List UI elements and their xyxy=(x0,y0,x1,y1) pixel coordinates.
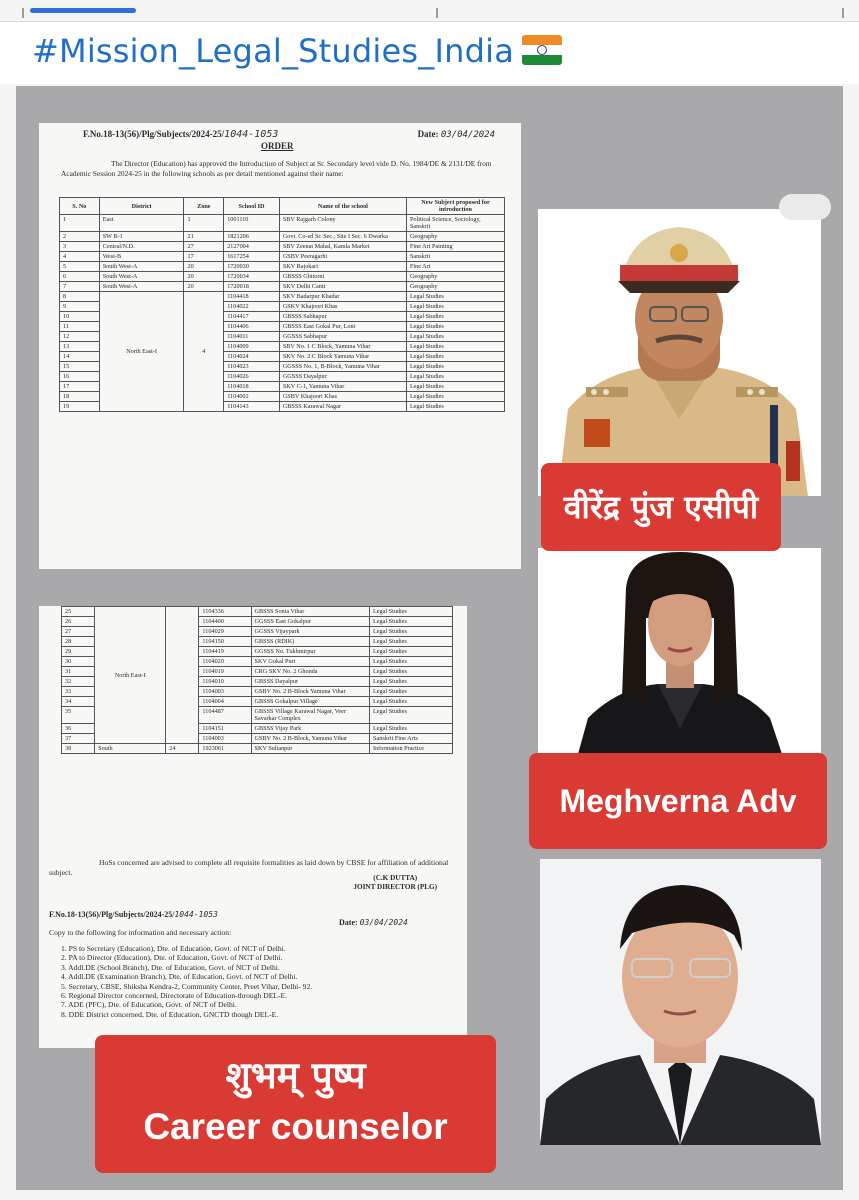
table-row xyxy=(60,282,505,292)
table-cell: 20 xyxy=(184,272,224,282)
hashtag-text[interactable]: #Mission_Legal_Studies_India xyxy=(32,32,515,70)
table-cell: West-B xyxy=(99,252,184,262)
table-cell: 1104018 xyxy=(224,382,280,392)
order-date: Date: 03/04/2024 xyxy=(417,129,495,140)
counselor-role: Career counselor xyxy=(143,1106,448,1147)
table-cell: 1104019 xyxy=(199,667,251,677)
table-cell: 12 xyxy=(60,332,100,342)
table-cell xyxy=(166,607,199,744)
table-cell: SKV Rajokari xyxy=(279,262,406,272)
table-cell: 1720034 xyxy=(224,272,280,282)
table-row xyxy=(62,607,453,617)
schools-table-continued xyxy=(61,606,453,754)
table-cell: 1 xyxy=(60,215,100,232)
table-cell: SKV Gokal Puri xyxy=(251,657,369,667)
table-cell: 33 xyxy=(62,687,95,697)
tab-divider xyxy=(22,8,24,18)
table-cell: GBSSS Sabhapur xyxy=(279,312,406,322)
table-cell: 1104023 xyxy=(224,362,280,372)
copy-to-heading: Copy to the following for information and necessary action: xyxy=(49,928,232,937)
table-cell: 8 xyxy=(60,292,100,302)
table-cell: Legal Studies xyxy=(370,667,453,677)
table-cell: Sanskrit Fine Arts xyxy=(370,734,453,744)
table-cell: SBV No. 1 C Block, Yamuna Vihar xyxy=(279,342,406,352)
table-cell: 1104011 xyxy=(224,332,280,342)
table-cell: South West-A xyxy=(99,282,184,292)
list-item: 5. Secretary, CBSE, Shiksha Kendra-2, Community Center, Preet Vihar, Delhi- 92. xyxy=(61,981,313,991)
table-cell: North East-I xyxy=(95,607,166,744)
hos-note: HoSs concerned are advised to complete all requisite formalities as laid down by CBSE for affiliation of additional subject. xyxy=(49,858,449,877)
table-cell: 34 xyxy=(62,697,95,707)
table-row xyxy=(60,242,505,252)
tab-divider xyxy=(436,8,438,18)
table-row xyxy=(60,262,505,272)
table-cell: 10 xyxy=(60,312,100,322)
signatory-title: JOINT DIRECTOR (PLG) xyxy=(353,883,437,891)
table-cell: 1104029 xyxy=(199,627,251,637)
table-cell: 16 xyxy=(60,372,100,382)
column-header: S. No xyxy=(60,198,100,215)
table-cell: Legal Studies xyxy=(406,382,504,392)
table-cell: SKV C-1, Yamuna Vihar xyxy=(279,382,406,392)
table-header-row xyxy=(60,198,505,215)
table-cell: 31 xyxy=(62,667,95,677)
table-cell: 1104024 xyxy=(224,352,280,362)
table-cell: 1104009 xyxy=(224,342,280,352)
order-document-page-1 xyxy=(39,123,521,569)
table-cell: Govt. Co-ed Sr. Sec., Site I Sec. 6 Dwarka xyxy=(279,232,406,242)
table-cell: 20 xyxy=(184,282,224,292)
table-cell: GGSSS East Gokalpur xyxy=(251,617,369,627)
table-cell: Legal Studies xyxy=(370,627,453,637)
schools-table xyxy=(59,197,505,412)
table-cell: 1104419 xyxy=(199,647,251,657)
table-cell: 3 xyxy=(60,242,100,252)
table-cell: GBSSS Ghitorni xyxy=(279,272,406,282)
table-cell: GBSSS (RDIK) xyxy=(251,637,369,647)
table-cell: 35 xyxy=(62,707,95,724)
counselor-name: शुभम् पुष्प xyxy=(225,1054,366,1097)
table-cell: 4 xyxy=(60,252,100,262)
table-cell: 4 xyxy=(184,292,224,412)
table-cell: 2127004 xyxy=(224,242,280,252)
table-cell: 28 xyxy=(62,637,95,647)
table-cell: 1821206 xyxy=(224,232,280,242)
table-cell: SKV No. 2 C Block Yamuna Vihar xyxy=(279,352,406,362)
table-cell: SBV Zeenat Mahal, Kamla Market xyxy=(279,242,406,252)
table-cell: GGSSS No. Tukhmirpur xyxy=(251,647,369,657)
table-cell: 1104026 xyxy=(224,372,280,382)
table-cell: 1104151 xyxy=(199,724,251,734)
table-cell: SBV Rajgarh Colony xyxy=(279,215,406,232)
copy-file-number: F.No.18-13(56)/Plg/Subjects/2024-25/1044-1053 xyxy=(49,910,218,919)
table-cell: GGSSS Vijaypark xyxy=(251,627,369,637)
table-cell: Fine Art xyxy=(406,262,504,272)
table-cell: 1104406 xyxy=(224,322,280,332)
table-cell: GBSSS Vijay Park xyxy=(251,724,369,734)
table-cell: GBSSS Dayalpur xyxy=(251,677,369,687)
table-row xyxy=(60,252,505,262)
table-cell: 1104143 xyxy=(224,402,280,412)
table-cell: 1104336 xyxy=(199,607,251,617)
counselor-caption xyxy=(95,1035,496,1173)
table-cell: South West-A xyxy=(99,262,184,272)
table-cell: 32 xyxy=(62,677,95,687)
table-cell: North East-I xyxy=(99,292,184,412)
officer-photo xyxy=(538,209,821,496)
table-cell: 18 xyxy=(60,392,100,402)
signatory-name: (C.K DUTTA) xyxy=(373,874,418,882)
table-cell: 1104400 xyxy=(199,617,251,627)
table-cell: Legal Studies xyxy=(370,617,453,627)
table-cell: 1104002 xyxy=(224,392,280,402)
column-header: Zone xyxy=(184,198,224,215)
copy-to-list xyxy=(61,944,312,1019)
table-row xyxy=(60,292,505,302)
table-cell: East xyxy=(99,215,184,232)
order-title: ORDER xyxy=(261,141,294,151)
table-cell: 17 xyxy=(184,252,224,262)
table-cell: 1104020 xyxy=(199,657,251,667)
order-document-page-2 xyxy=(39,606,467,1048)
table-cell: 7 xyxy=(60,282,100,292)
copy-date: Date: 03/04/2024 xyxy=(339,918,408,927)
advocate-caption: Meghverna Adv xyxy=(529,753,827,849)
table-cell: SKV Sultanpur xyxy=(251,744,369,754)
list-item: 7. ADE (PFC), Dte. of Education, Govt. of NCT of Delhi. xyxy=(61,1000,237,1010)
table-cell: 29 xyxy=(62,647,95,657)
table-cell: 15 xyxy=(60,362,100,372)
signature-block xyxy=(353,874,437,892)
list-item: 8. DDE District concerned, Dte. of Education, GNCTD though DEL-E. xyxy=(61,1009,279,1019)
table-cell: SKV Badarpur Khadar xyxy=(279,292,406,302)
table-cell: GBSSS Sonia Vihar xyxy=(251,607,369,617)
table-cell: Central/N.D. xyxy=(99,242,184,252)
list-item: 4. Addl.DE (Examination Branch), Dte. of Education, Govt. of NCT of Delhi. xyxy=(61,972,298,982)
table-cell: CRG SKV No. 2 Ghonda xyxy=(251,667,369,677)
table-cell: Legal Studies xyxy=(370,724,453,734)
table-cell: 13 xyxy=(60,342,100,352)
table-cell: Legal Studies xyxy=(406,322,504,332)
column-header: New Subject proposed for introduction xyxy=(406,198,504,215)
table-cell: 1104003 xyxy=(199,734,251,744)
table-cell: Legal Studies xyxy=(406,362,504,372)
table-cell: 6 xyxy=(60,272,100,282)
table-cell: SKV Delhi Cantt xyxy=(279,282,406,292)
table-cell: Legal Studies xyxy=(406,302,504,312)
column-header: Name of the school xyxy=(279,198,406,215)
table-cell: Legal Studies xyxy=(370,637,453,647)
table-cell: 11 xyxy=(60,322,100,332)
table-cell: Legal Studies xyxy=(406,342,504,352)
table-cell: 20 xyxy=(184,262,224,272)
table-cell: 30 xyxy=(62,657,95,667)
table-cell: Sanskrit xyxy=(406,252,504,262)
table-cell: GSBV Peeragarhi xyxy=(279,252,406,262)
table-cell: 27 xyxy=(62,627,95,637)
post-header xyxy=(0,22,859,84)
table-cell: 1001110 xyxy=(224,215,280,232)
table-cell: 1104004 xyxy=(199,697,251,707)
active-tab-indicator[interactable] xyxy=(30,8,136,13)
table-cell: Legal Studies xyxy=(406,372,504,382)
table-cell: Geography xyxy=(406,282,504,292)
table-cell: Fine Art Painting xyxy=(406,242,504,252)
table-cell: 1104418 xyxy=(224,292,280,302)
table-cell: Legal Studies xyxy=(370,657,453,667)
column-header: School ID xyxy=(224,198,280,215)
table-cell: GSKV Khajoori Khas xyxy=(279,302,406,312)
table-cell: Legal Studies xyxy=(406,392,504,402)
table-cell: 1104487 xyxy=(199,707,251,724)
table-cell: South West-A xyxy=(99,272,184,282)
table-cell: 21 xyxy=(184,232,224,242)
list-item: 6. Regional Director concerned, Directorate of Education-through DEL-E. xyxy=(61,991,288,1001)
table-cell: 26 xyxy=(62,617,95,627)
table-cell: 1 xyxy=(184,215,224,232)
tab-divider xyxy=(842,8,844,18)
table-cell: 27 xyxy=(184,242,224,252)
table-cell: Legal Studies xyxy=(370,607,453,617)
table-cell: 25 xyxy=(62,607,95,617)
table-cell: Legal Studies xyxy=(406,402,504,412)
poster-image xyxy=(16,86,843,1190)
table-cell: GBSSS Karawal Nagar xyxy=(279,402,406,412)
table-cell: GBSSS Village Karawal Nagar, Veer Savarkar Complex xyxy=(251,707,369,724)
table-cell: 1720018 xyxy=(224,282,280,292)
table-cell: 17 xyxy=(60,382,100,392)
table-cell: Legal Studies xyxy=(370,697,453,707)
table-cell: Geography xyxy=(406,232,504,242)
table-cell: SW B-1 xyxy=(99,232,184,242)
table-cell: Political Science, Sociology, Sanskrit xyxy=(406,215,504,232)
table-row xyxy=(62,744,453,754)
table-cell: GBSSS Gokalpur Village xyxy=(251,697,369,707)
officer-caption: वीरेंद्र पुंज एसीपी xyxy=(541,463,781,551)
table-cell: Legal Studies xyxy=(406,292,504,302)
table-cell: Legal Studies xyxy=(370,707,453,724)
table-cell: GGSSS Dayalpur xyxy=(279,372,406,382)
table-cell: 1104150 xyxy=(199,637,251,647)
hashtag-title[interactable] xyxy=(32,32,562,70)
list-item: 1. PS to Secretary (Education), Dte. of Education, Govt. of NCT of Delhi. xyxy=(61,944,286,953)
table-cell: 37 xyxy=(62,734,95,744)
table-cell: 1104417 xyxy=(224,312,280,322)
table-cell: 1617254 xyxy=(224,252,280,262)
tab-bar xyxy=(0,0,859,22)
table-cell: Legal Studies xyxy=(406,352,504,362)
table-cell: Geography xyxy=(406,272,504,282)
column-header: District xyxy=(99,198,184,215)
list-item: 3. Addl.DE (School Branch), Dte. of Education, Govt. of NCT of Delhi. xyxy=(61,962,280,972)
table-cell: 9 xyxy=(60,302,100,312)
table-cell: 24 xyxy=(166,744,199,754)
order-intro: The Director (Education) has approved the Introduction of Subject at Sr. Secondary level vide D. No. 1984/DE & 2131/DE from Academic Session 2024-25 in the following schools as per detail mentioned against their name: xyxy=(61,159,492,178)
table-cell: South xyxy=(95,744,166,754)
table-cell: GSBV Khajoori Khas xyxy=(279,392,406,402)
table-cell: Legal Studies xyxy=(406,332,504,342)
table-cell: 19 xyxy=(60,402,100,412)
table-cell: Legal Studies xyxy=(370,677,453,687)
table-row xyxy=(60,215,505,232)
table-cell: 1104010 xyxy=(199,677,251,687)
list-item: 2. PA to Director (Education), Dte. of Education, Govt. of NCT of Delhi. xyxy=(61,953,283,963)
table-cell: 14 xyxy=(60,352,100,362)
file-number: F.No.18-13(56)/Plg/Subjects/2024-25/1044-1053 xyxy=(83,129,279,140)
table-cell: 1923061 xyxy=(199,744,251,754)
table-cell: 38 xyxy=(62,744,95,754)
table-cell: 1104003 xyxy=(199,687,251,697)
table-cell: 2 xyxy=(60,232,100,242)
table-cell: Legal Studies xyxy=(406,312,504,322)
india-flag-icon xyxy=(522,35,562,65)
advocate-photo xyxy=(538,548,821,754)
counselor-photo xyxy=(540,859,821,1145)
table-cell: GBSSS East Gokal Pur, Loni xyxy=(279,322,406,332)
table-cell: Legal Studies xyxy=(370,687,453,697)
table-row xyxy=(60,232,505,242)
table-cell: 36 xyxy=(62,724,95,734)
table-cell: GSBV No. 2 B-Block, Yamuna Vihar xyxy=(251,734,369,744)
table-cell: 1720030 xyxy=(224,262,280,272)
table-cell: GSBV No. 2 B-Block Yamuna Vihar xyxy=(251,687,369,697)
table-cell: GGSSS No. 1, B-Block, Yamuna Vihar xyxy=(279,362,406,372)
close-icon[interactable] xyxy=(779,194,831,220)
table-cell: Information Practice xyxy=(370,744,453,754)
table-cell: Legal Studies xyxy=(370,647,453,657)
table-cell: 1104022 xyxy=(224,302,280,312)
table-cell: 5 xyxy=(60,262,100,272)
table-row xyxy=(60,272,505,282)
table-cell: GGSSS Sabhapur xyxy=(279,332,406,342)
